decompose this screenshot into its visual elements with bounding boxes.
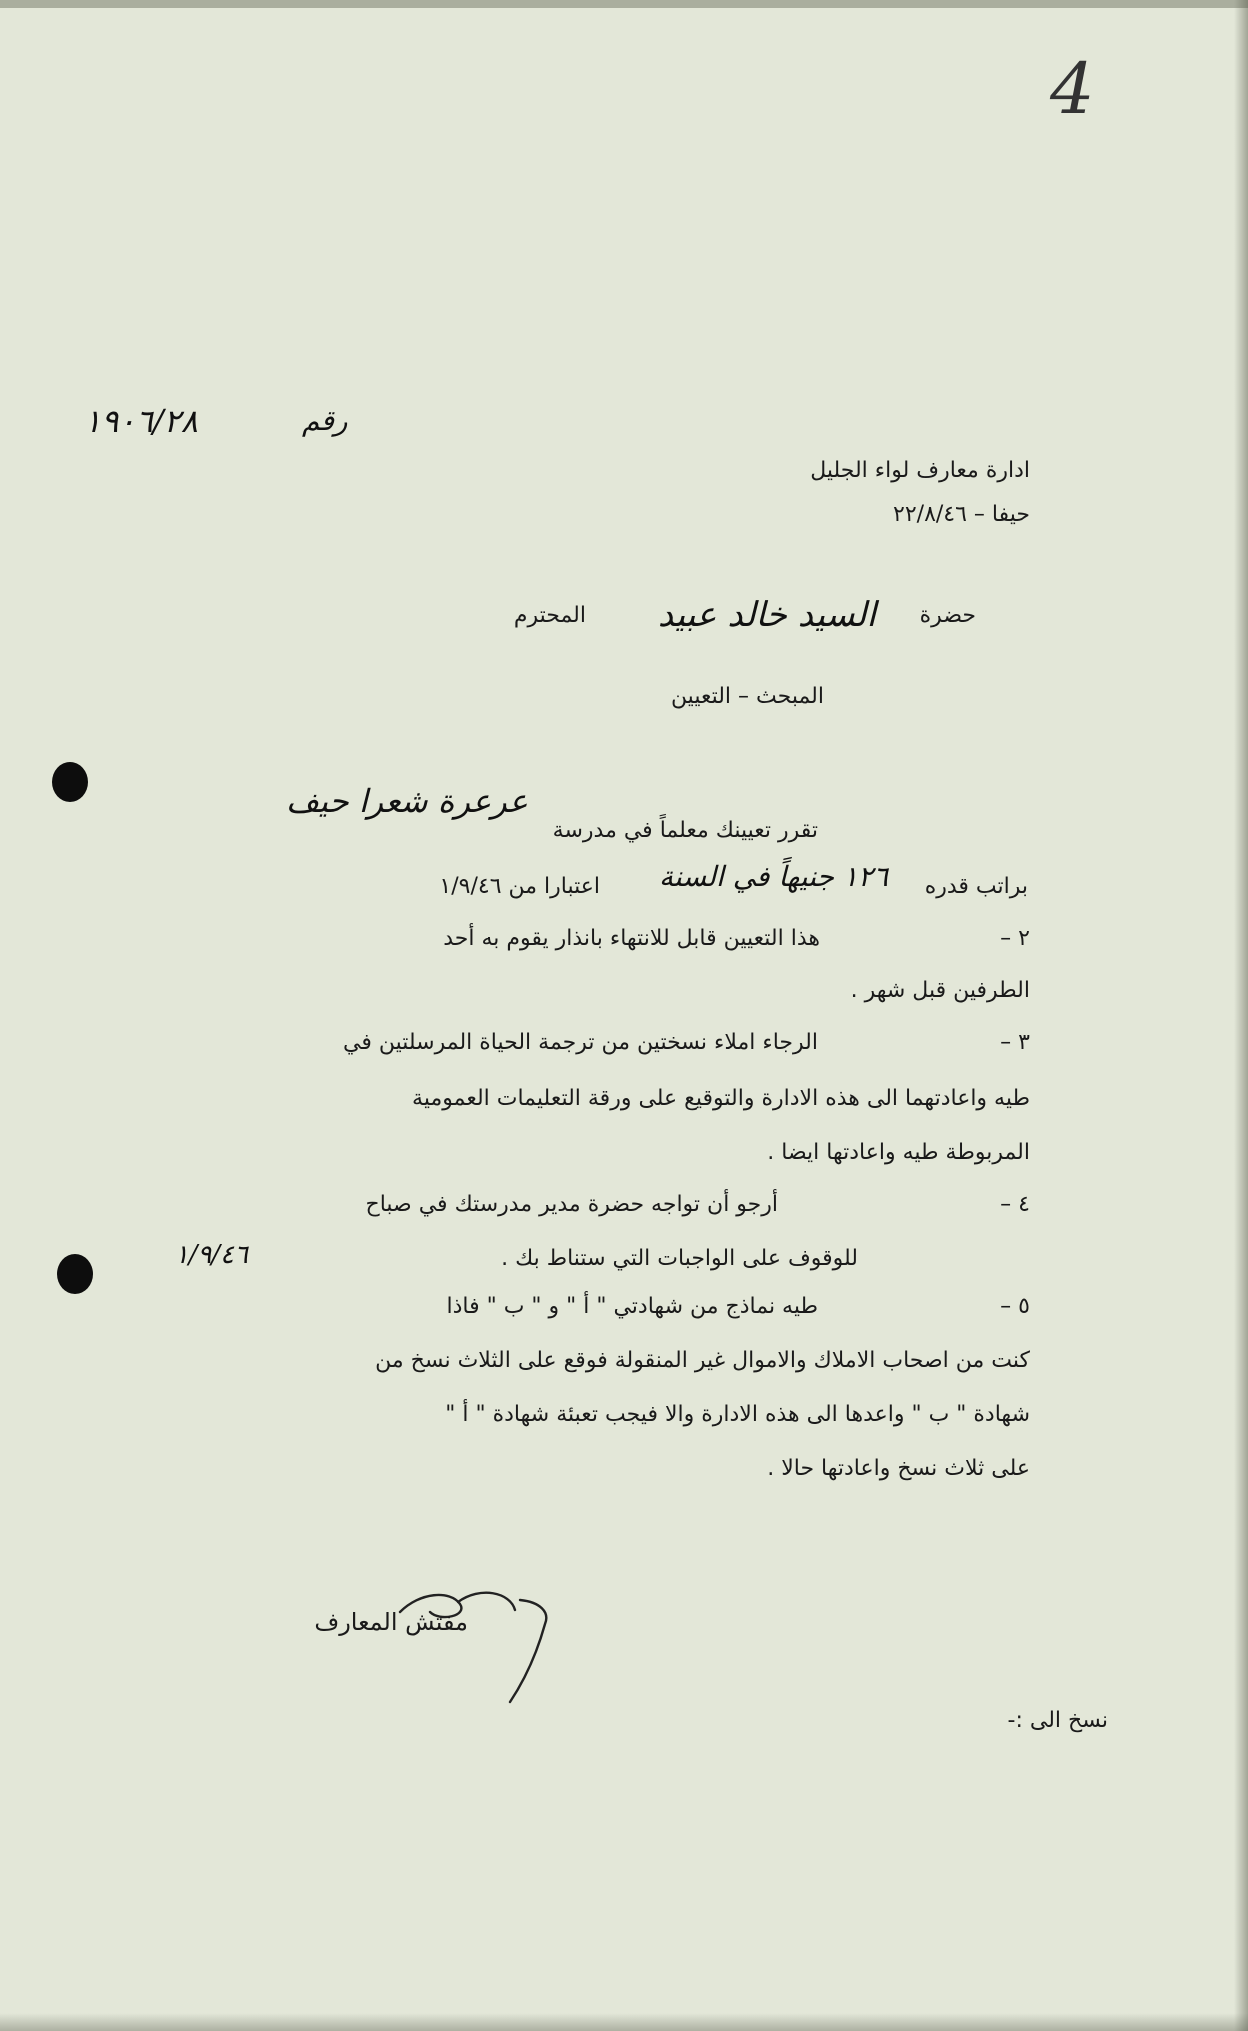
item-number-5: ٥ – — [1000, 1294, 1030, 1319]
copy-to: نسخ الى :- — [1007, 1708, 1108, 1733]
appointment-text: تقرر تعيينك معلماً في مدرسة — [552, 818, 818, 843]
termination-clause-cont: الطرفين قبل شهر . — [850, 978, 1030, 1003]
item-number-4: ٤ – — [1000, 1192, 1030, 1217]
salary-amount: ١٢٦ جنيهاً في السنة — [659, 860, 888, 893]
subject-line: المبحث – التعيين — [670, 684, 824, 709]
school-name: عرعرة شعرا حيف — [286, 782, 528, 820]
addressee-honorific: المحترم — [513, 603, 586, 628]
office-name: ادارة معارف لواء الجليل — [810, 458, 1030, 483]
place-date: حيفا – ٢٢/٨/٤٦ — [893, 502, 1030, 527]
folio-number: 4 — [1050, 48, 1095, 130]
scan-bottom-edge — [0, 2013, 1248, 2031]
salary-label: براتب قدره — [924, 874, 1028, 899]
certificates-text-2: كنت من اصحاب الاملاك والاموال غير المنقولة فوقع على الثلاث نسخ من — [375, 1348, 1030, 1373]
report-instruction: أرجو أن تواجه حضرة مدير مدرستك في صباح — [365, 1192, 778, 1217]
certificates-text-3: شهادة " ب " واعدها الى هذه الادارة والا فيجب تعبئة شهادة " أ " — [445, 1402, 1030, 1427]
punch-hole — [57, 1254, 93, 1294]
punch-hole — [52, 762, 88, 802]
biography-request-cont: طيه واعادتهما الى هذه الادارة والتوقيع على ورقة التعليمات العمومية — [412, 1086, 1030, 1111]
reference-label: رقم — [302, 404, 348, 437]
report-date: ١/٩/٤٦ — [174, 1240, 248, 1270]
salutation: حضرة — [919, 603, 976, 628]
biography-request-end: المربوطة طيه واعادتها ايضا . — [767, 1140, 1030, 1165]
addressee-name: السيد خالد عبيد — [657, 595, 876, 635]
item-number-2: ٢ – — [1000, 926, 1030, 951]
effective-date: اعتبارا من ١/٩/٤٦ — [439, 874, 600, 899]
reference-number: ١٩٠٦/٢٨ — [84, 402, 198, 440]
scan-right-edge — [1234, 0, 1248, 2031]
termination-clause: هذا التعيين قابل للانتهاء بانذار يقوم به أحد — [443, 926, 820, 951]
certificates-text-4: على ثلاث نسخ واعادتها حالا . — [767, 1456, 1030, 1481]
report-instruction-cont: للوقوف على الواجبات التي ستناط بك . — [501, 1246, 858, 1271]
scan-top-edge — [0, 0, 1248, 8]
biography-request: الرجاء املاء نسختين من ترجمة الحياة المرسلتين في — [343, 1030, 818, 1055]
signatory-title: مفتش المعارف — [314, 1608, 468, 1636]
item-number-3: ٣ – — [1000, 1030, 1030, 1055]
certificates-text: طيه نماذج من شهادتي " أ " و " ب " فاذا — [446, 1294, 818, 1319]
handwritten-signature — [340, 1572, 570, 1712]
